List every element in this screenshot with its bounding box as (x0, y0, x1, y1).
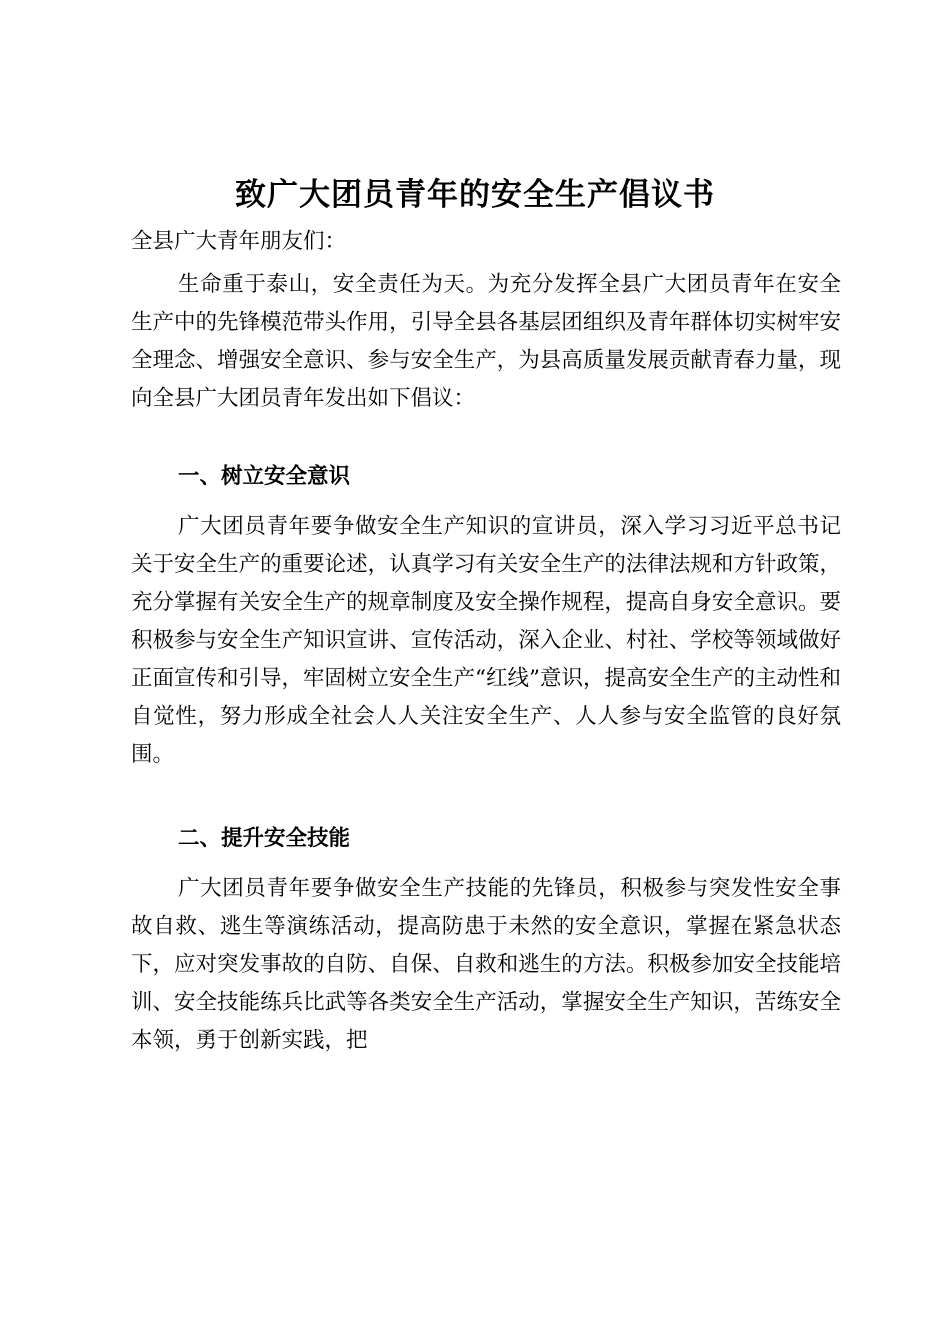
section-body-1: 广大团员青年要争做安全生产知识的宣讲员，深入学习习近平总书记关于安全生产的重要论述，认真学习有关安全生产的法律法规和方针政策，充分掌握有关安全生产的规章制度及安全操作规程，提高自身安全意识。要积极参与安全生产知识宣讲、宣传活动，深入企业、村社、学校等领域做好正面宣传和引导，牢固树立安全生产“红线”意识，提高安全生产的主动性和自觉性，努力形成全社会人人关注安全生产、人人参与安全监管的良好氛围。 (131, 514, 841, 767)
section-body-2: 广大团员青年要争做安全生产技能的先锋员，积极参与突发性安全事故自救、逃生等演练活动，提高防患于未然的安全意识，掌握在紧急状态下，应对突发事故的自防、自保、自救和逃生的方法。积极参加安全技能培训、安全技能练兵比武等各类安全生产活动，掌握安全生产知识，苦练安全本领，勇于创新实践，把 (131, 876, 841, 1053)
document-title: 致广大团员青年的安全生产倡议书 (235, 177, 715, 213)
section-heading-2: 二、提升安全技能 (178, 826, 351, 851)
intro-paragraph: 生命重于泰山，安全责任为天。为充分发挥全县广大团员青年在安全生产中的先锋模范带头作用，引导全县各基层团组织及青年群体切实树牢安全理念、增强安全意识、参与安全生产，为县高质量发展贡献青春力量，现向全县广大团员青年发出如下倡议： (131, 272, 841, 411)
greeting: 全县广大青年朋友们： (131, 229, 347, 254)
section-heading-1: 一、树立安全意识 (178, 464, 351, 489)
